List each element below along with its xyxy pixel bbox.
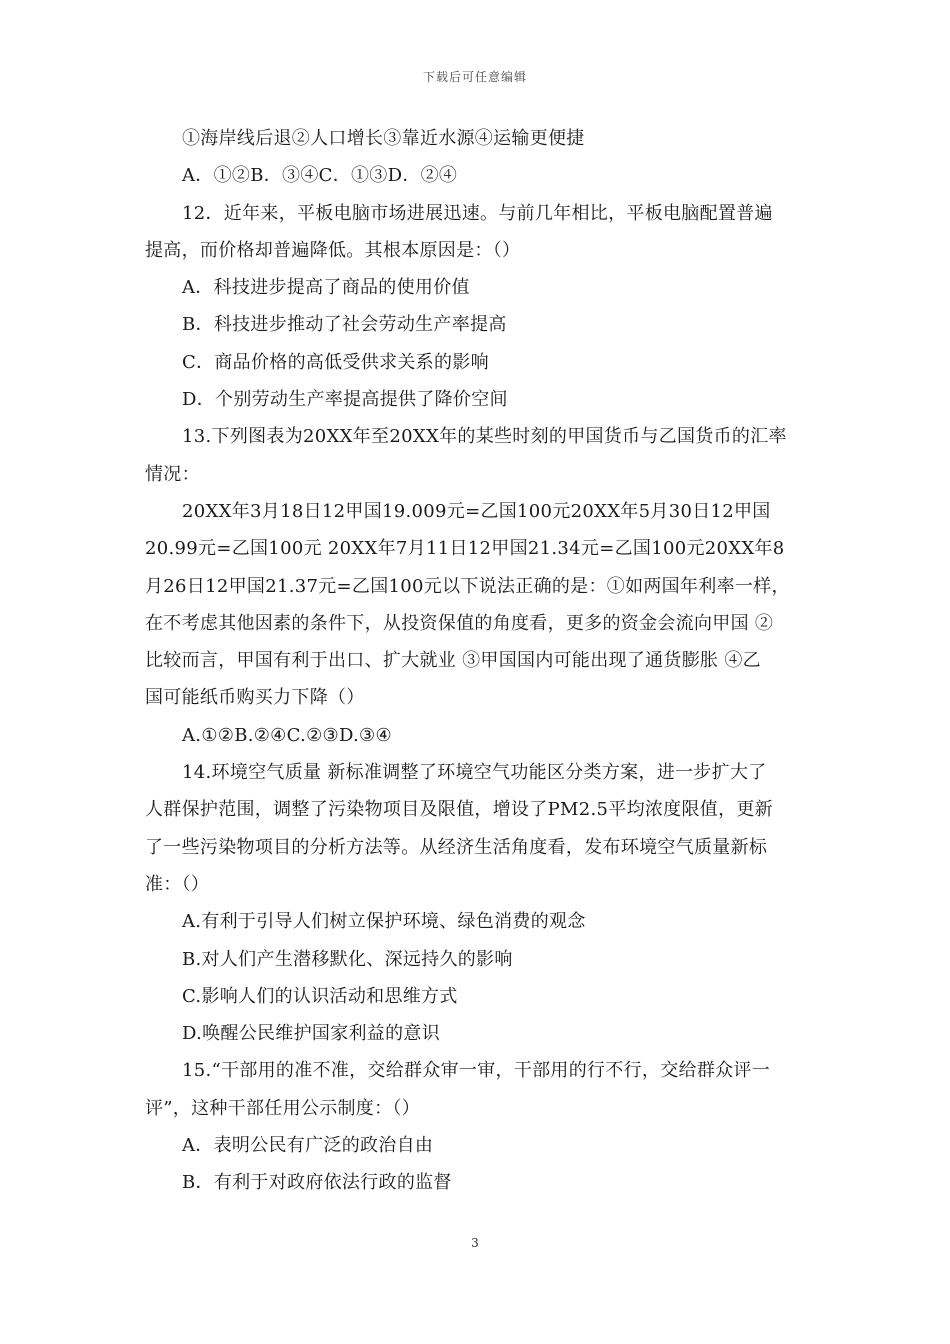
text-line: 国可能纸币购买力下降（） [145, 687, 365, 709]
text-line: A．①②B．③④C．①③D．②④ [182, 165, 458, 187]
text-line: 月26日12甲国21.37元=乙国100元以下说法正确的是：①如两国年利率一样， [145, 575, 790, 597]
option-b: B.对人们产生潜移默化、深远持久的影响 [182, 948, 513, 970]
text-line: 提高，而价格却普遍降低。其根本原因是：（） [145, 239, 521, 261]
option-a: A.有利于引导人们树立保护环境、绿色消费的观念 [182, 911, 586, 933]
option-a: A．表明公民有广泛的政治自由 [182, 1135, 434, 1157]
option-a: A．科技进步提高了商品的使用价值 [182, 277, 470, 299]
header-note: 下载后可任意编辑 [422, 70, 527, 84]
text-line: 20XX年3月18日12甲国19.009元=乙国100元20XX年5月30日12甲国 [182, 500, 771, 522]
options-line: A.①②B.②④C.②③D.③④ [182, 724, 392, 746]
option-c: C．商品价格的高低受供求关系的影响 [182, 351, 489, 373]
page-number: 3 [471, 1236, 479, 1250]
text-line: 准：（） [145, 873, 210, 895]
option-d: D.唤醒公民维护国家利益的意识 [182, 1023, 441, 1045]
text-line: 比较而言，甲国有利于出口、扩大就业 ③甲国国内可能出现了通货膨胀 ④乙 [145, 650, 761, 672]
option-b: B．有利于对政府依法行政的监督 [182, 1172, 452, 1194]
question-12: 12．近年来，平板电脑市场进展迅速。与前几年相比，平板电脑配置普遍 [182, 202, 773, 224]
question-15: 15.“干部用的准不准，交给群众审一审，干部用的行不行，交给群众评一 [182, 1060, 771, 1082]
question-14: 14.环境空气质量 新标准调整了环境空气功能区分类方案，进一步扩大了 [182, 762, 767, 784]
text-line: 20.99元=乙国100元 20XX年7月11日12甲国21.34元=乙国100元20XX年8 [145, 538, 785, 560]
text-line: 在不考虑其他因素的条件下，从投资保值的角度看，更多的资金会流向甲国 ② [145, 612, 774, 634]
option-b: B．科技进步推动了社会劳动生产率提高 [182, 314, 507, 336]
text-line: 了一些污染物项目的分析方法等。从经济生活角度看，发布环境空气质量新标 [145, 836, 768, 858]
text-line: 情况： [145, 463, 200, 485]
question-13: 13.下列图表为20XX年至20XX年的某些时刻的甲国货币与乙国货币的汇率 [182, 426, 787, 448]
text-line: ①海岸线后退②人口增长③靠近水源④运输更便捷 [182, 128, 585, 149]
text-line: 评”，这种干部任用公示制度：（） [145, 1097, 421, 1119]
document-body [145, 120, 810, 1202]
text-line: 人群保护范围，调整了污染物项目及限值，增设了PM2.5平均浓度限值，更新 [145, 799, 773, 821]
option-c: C.影响人们的认识活动和思维方式 [182, 985, 458, 1007]
option-d: D．个别劳动生产率提高提供了降价空间 [182, 389, 508, 411]
